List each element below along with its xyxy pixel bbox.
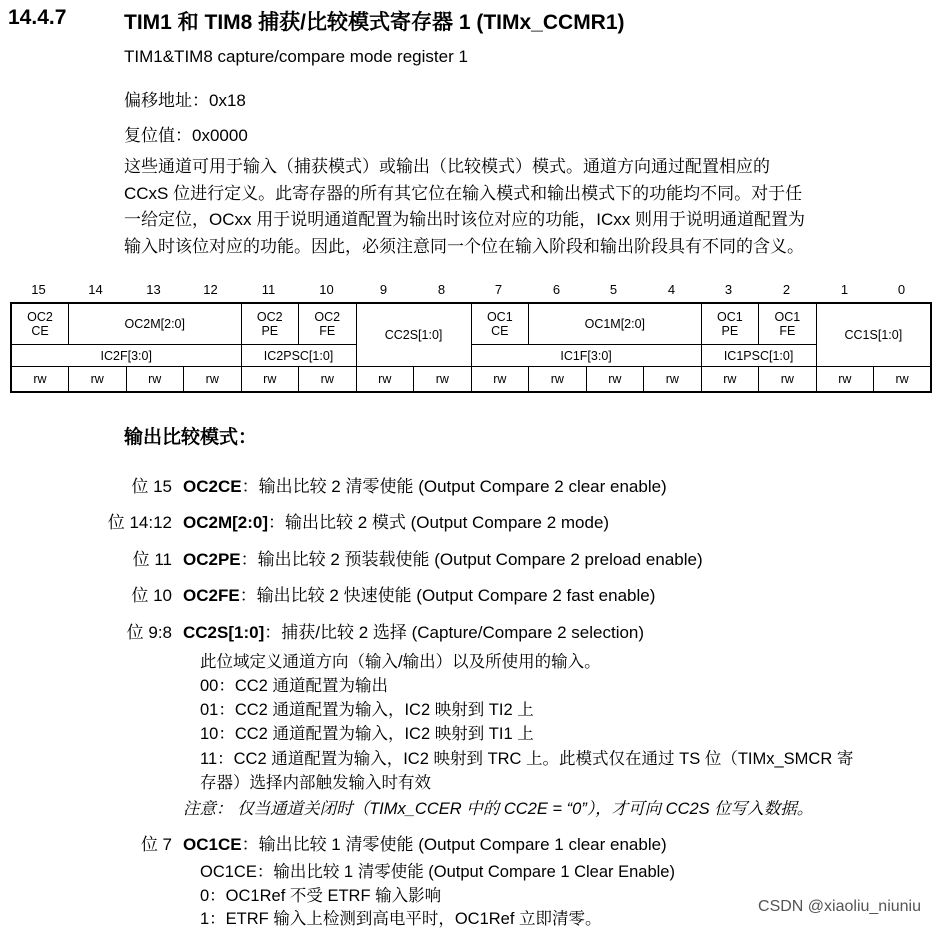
- access-cell: rw: [69, 367, 127, 393]
- bit-number: 7: [494, 282, 503, 297]
- watermark: CSDN @xiaoliu_niuniu: [758, 898, 921, 915]
- bit-name: OC2PE: [183, 550, 241, 569]
- bit-name: OC2CE: [183, 477, 242, 496]
- field-ic1f: IC1F[3:0]: [471, 345, 701, 367]
- description-line: 输入时该位对应的功能。因此，必须注意同一个位在输入阶段和输出阶段具有不同的含义。: [124, 236, 804, 256]
- bit-name: OC2FE: [183, 586, 240, 605]
- section-number: 14.4.7: [8, 6, 67, 29]
- access-cell: rw: [471, 367, 529, 393]
- oc1ce-detail-line: OC1CE：输出比较 1 清零使能 (Output Compare 1 Clear Enable): [200, 863, 675, 881]
- cc2s-detail-line: 01：CC2 通道配置为输入，IC2 映射到 TI2 上: [200, 701, 534, 719]
- access-cell: rw: [241, 367, 299, 393]
- field-ic2psc: IC2PSC[1:0]: [241, 345, 356, 367]
- bit-description: ：输出比较 1 清零使能 (Output Compare 1 clear enable): [241, 835, 667, 854]
- field-oc1ce: OC1 CE: [471, 303, 529, 345]
- cc2s-detail-line: 10：CC2 通道配置为输入，IC2 映射到 TI1 上: [200, 725, 534, 743]
- field-ic1psc: IC1PSC[1:0]: [701, 345, 816, 367]
- bit-number: 5: [609, 282, 618, 297]
- access-cell: rw: [356, 367, 414, 393]
- bit-position: 位 11: [132, 550, 172, 569]
- bit-description: ：输出比较 2 预装载使能 (Output Compare 2 preload enable): [240, 550, 703, 569]
- field-oc2pe: OC2 PE: [241, 303, 299, 345]
- bit-number: 1: [840, 282, 849, 297]
- bit-number: 14: [88, 282, 103, 297]
- field-oc2m: OC2M[2:0]: [69, 303, 242, 345]
- reset-value: 复位值：0x0000: [124, 126, 248, 145]
- access-cell: rw: [701, 367, 759, 393]
- bit-name: OC1CE: [183, 835, 242, 854]
- bit-position: 位 9:8: [126, 623, 172, 642]
- access-cell: rw: [586, 367, 644, 393]
- access-cell: rw: [529, 367, 587, 393]
- output-compare-section-title: 输出比较模式：: [124, 427, 258, 448]
- bit-position: 位 10: [131, 586, 172, 605]
- register-bit-table: [10, 302, 932, 393]
- description-line: 一给定位，OCxx 用于说明通道配置为输出时该位对应的功能，ICxx 则用于说明通道配置为: [124, 210, 805, 229]
- bit-number: 6: [552, 282, 561, 297]
- oc1ce-detail-line: 0：OC1Ref 不受 ETRF 输入影响: [200, 887, 442, 905]
- field-oc2fe: OC2 FE: [299, 303, 357, 345]
- field-oc1pe: OC1 PE: [701, 303, 759, 345]
- cc2s-detail-line: 11：CC2 通道配置为输入，IC2 映射到 TRC 上。此模式仅在通过 TS 位（TIMx_SMCR 寄: [200, 750, 854, 768]
- access-cell: rw: [184, 367, 242, 393]
- field-ic2f: IC2F[3:0]: [11, 345, 241, 367]
- bit-description: ：输出比较 2 清零使能 (Output Compare 2 clear enable): [241, 477, 667, 496]
- access-cell: rw: [759, 367, 817, 393]
- bit-description: ：输出比较 2 快速使能 (Output Compare 2 fast enable): [239, 586, 656, 605]
- bit-number: 10: [319, 282, 334, 297]
- bit-number: 2: [782, 282, 791, 297]
- bit-number: 13: [146, 282, 161, 297]
- cc2s-detail-line: 00：CC2 通道配置为输出: [200, 677, 388, 695]
- access-cell: rw: [11, 367, 69, 393]
- description-line: 这些通道可用于输入（捕获模式）或输出（比较模式）模式。通道方向通过配置相应的: [124, 157, 770, 176]
- field-cc1s: CC1S[1:0]: [816, 303, 931, 367]
- description-paragraph: [124, 154, 934, 260]
- cc2s-detail-line: 存器）选择内部触发输入时有效: [200, 774, 431, 792]
- bit-number: 4: [667, 282, 676, 297]
- bit-number: 11: [261, 282, 276, 297]
- section-title: TIM1 和 TIM8 捕获/比较模式寄存器 1 (TIMx_CCMR1): [124, 11, 625, 34]
- bit-number: 9: [379, 282, 388, 297]
- register-subtitle: TIM1&TIM8 capture/compare mode register 1: [124, 47, 468, 66]
- access-cell: rw: [126, 367, 184, 393]
- field-oc1fe: OC1 FE: [759, 303, 817, 345]
- bit-number: 3: [724, 282, 733, 297]
- bit-number: 8: [437, 282, 446, 297]
- bit-number: 0: [897, 282, 906, 297]
- oc1ce-detail-line: 1：ETRF 输入上检测到高电平时，OC1Ref 立即清零。: [200, 910, 602, 928]
- field-oc2ce: OC2 CE: [11, 303, 69, 345]
- bit-number-row: [10, 282, 931, 300]
- description-line: CCxS 位进行定义。此寄存器的所有其它位在输入模式和输出模式下的功能均不同。对于任: [124, 183, 803, 203]
- cc2s-note: 注意： 仅当通道关闭时（TIMx_CCER 中的 CC2E = “0”），才可向 CC2S 位写入数据。: [183, 800, 814, 818]
- bit-number: 12: [203, 282, 218, 297]
- bit-name: OC2M[2:0]: [183, 513, 269, 532]
- bit-position: 位 14:12: [107, 513, 172, 532]
- access-cell: rw: [644, 367, 702, 393]
- access-cell: rw: [874, 367, 932, 393]
- cc2s-detail-line: 此位域定义通道方向（输入/输出）以及所使用的输入。: [200, 653, 601, 671]
- offset-address: 偏移地址：0x18: [124, 91, 246, 110]
- bit-number: 15: [31, 282, 46, 297]
- bit-description: ：输出比较 2 模式 (Output Compare 2 mode): [268, 513, 610, 532]
- bit-description: ：捕获/比较 2 选择 (Capture/Compare 2 selection): [264, 623, 645, 642]
- access-cell: rw: [816, 367, 874, 393]
- field-oc1m: OC1M[2:0]: [529, 303, 702, 345]
- access-cell: rw: [299, 367, 357, 393]
- field-cc2s: CC2S[1:0]: [356, 303, 471, 367]
- bit-name: CC2S[1:0]: [183, 623, 265, 642]
- bit-position: 位 7: [140, 835, 172, 854]
- access-cell: rw: [414, 367, 472, 393]
- bit-position: 位 15: [131, 477, 172, 496]
